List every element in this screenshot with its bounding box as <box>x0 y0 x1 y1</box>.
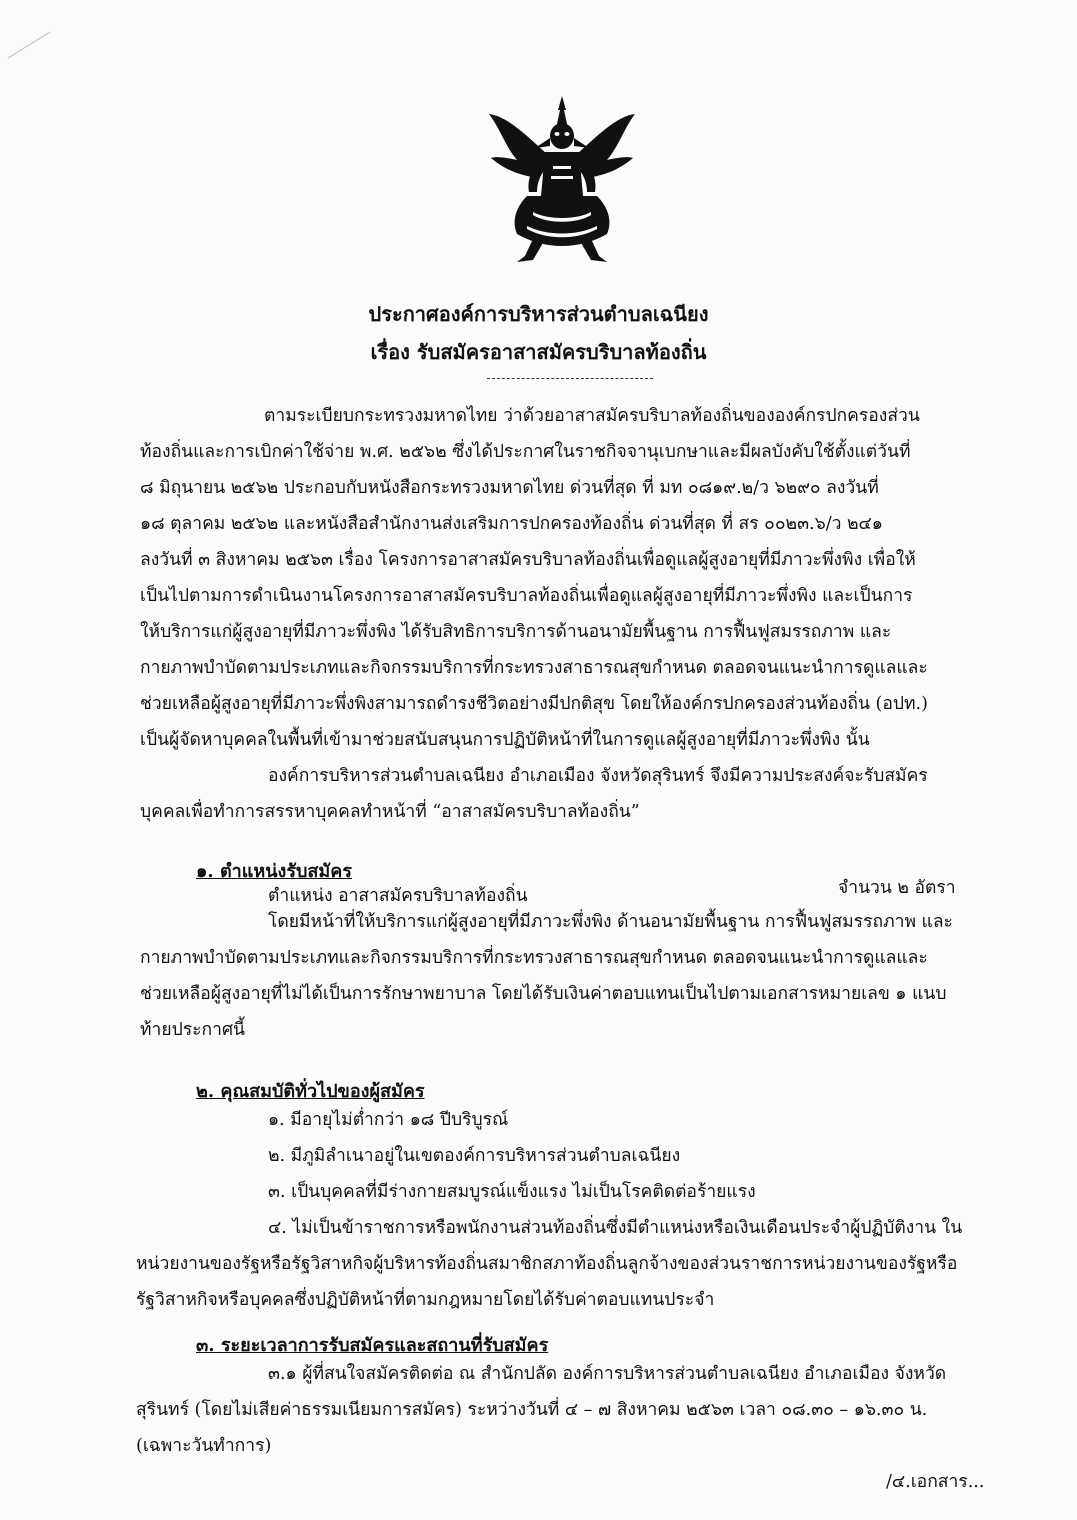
intro-line: เป็นผู้จัดหาบุคคลในพื้นที่เข้ามาช่วยสนับสนุนการปฏิบัติหน้าที่ในการดูแลผู้สูงอายุที่มีภาวะพึ่งพิง นั้น <box>140 730 870 750</box>
intro-line: ลงวันที่ ๓ สิงหาคม ๒๕๖๓ เรื่อง โครงการอาสาสมัครบริบาลท้องถิ่นเพื่อดูแลผู้สูงอายุที่มีภาวะพึ่งพิง เพื่อให้ <box>140 550 916 570</box>
section3-line: ๓.๑ ผู้ที่สนใจสมัครติดต่อ ณ สำนักปลัด องค์การบริหารส่วนตำบลเฉนียง อำเภอเมือง จังหวัด <box>268 1364 947 1384</box>
position-name: ตำแหน่ง อาสาสมัครบริบาลท้องถิ่น <box>268 886 528 906</box>
section1-line: ท้ายประกาศนี้ <box>140 1020 246 1040</box>
scan-mark <box>6 30 52 60</box>
title-divider <box>487 378 653 379</box>
qualification-item: ๔. ไม่เป็นข้าราชการหรือพนักงานส่วนท้องถิ่นซึ่งมีตำแหน่งหรือเงินเดือนประจำผู้ปฏิบัติงาน ใน <box>268 1218 963 1238</box>
intro-para2-line: บุคคลเพื่อทำการสรรหาบุคคลทำหน้าที่ “อาสาสมัครบริบาลท้องถิ่น” <box>140 802 640 822</box>
section3-line: (เฉพาะวันทำการ) <box>136 1436 272 1456</box>
section1-line: โดยมีหน้าที่ให้บริการแก่ผู้สูงอายุที่มีภาวะพึ่งพิง ด้านอนามัยพื้นฐาน การฟื้นฟูสมรรถภาพ และ <box>268 912 953 932</box>
intro-line: เป็นไปตามการดำเนินงานโครงการอาสาสมัครบริบาลท้องถิ่นเพื่อดูแลผู้สูงอายุที่มีภาวะพึ่งพิง และเป็นการ <box>140 586 913 606</box>
qualification-cont: หน่วยงานของรัฐหรือรัฐวิสาหกิจผู้บริหารท้องถิ่นสมาชิกสภาท้องถิ่นลูกจ้างของส่วนราชการหน่วยงานของรัฐหรือ <box>136 1254 958 1274</box>
section3-heading: ๓. ระยะเวลาการรับสมัครและสถานที่รับสมัคร <box>196 1335 549 1356</box>
section3-line: สุรินทร์ (โดยไม่เสียค่าธรรมเนียมการสมัคร) ระหว่างวันที่ ๔ – ๗ สิงหาคม ๒๕๖๓ เวลา ๐๘.๓๐ – ๑๖.๓๐ น. <box>136 1400 928 1420</box>
intro-line: ๑๘ ตุลาคม ๒๕๖๒ และหนังสือสำนักงานส่งเสริมการปกครองท้องถิ่น ด่วนที่สุด ที่ สร ๐๐๒๓.๖/ว ๒๔๑ <box>140 514 883 534</box>
intro-line: ท้องถิ่นและการเบิกค่าใช้จ่าย พ.ศ. ๒๕๖๒ ซึ่งได้ประกาศในราชกิจจานุเบกษาและมีผลบังคับใช้ตั้งแต่วันที่ <box>140 442 911 462</box>
intro-line: ตามระเบียบกระทรวงมหาดไทย ว่าด้วยอาสาสมัครบริบาลท้องถิ่นขององค์กรปกครองส่วน <box>264 406 920 426</box>
qualification-item: ๒. มีภูมิลำเนาอยู่ในเขตองค์การบริหารส่วนตำบลเฉนียง <box>268 1146 681 1166</box>
announcement-subject: เรื่อง รับสมัครอาสาสมัครบริบาลท้องถิ่น <box>370 340 707 364</box>
qualification-cont: รัฐวิสาหกิจหรือบุคคลซึ่งปฏิบัติหน้าที่ตามกฎหมายโดยได้รับค่าตอบแทนประจำ <box>136 1290 715 1310</box>
announcement-title: ประกาศองค์การบริหารส่วนตำบลเฉนียง <box>368 302 709 326</box>
qualification-item: ๓. เป็นบุคคลที่มีร่างกายสมบูรณ์แข็งแรง ไม่เป็นโรคติดต่อร้ายแรง <box>268 1182 756 1202</box>
intro-line: ๘ มิถุนายน ๒๕๖๒ ประกอบกับหนังสือกระทรวงมหาดไทย ด่วนที่สุด ที่ มท ๐๘๑๙.๒/ว ๖๒๙๐ ลงวันที่ <box>140 478 879 498</box>
qualification-item: ๑. มีอายุไม่ต่ำกว่า ๑๘ ปีบริบูรณ์ <box>268 1110 509 1130</box>
intro-line: กายภาพบำบัดตามประเภทและกิจกรรมบริการที่กระทรวงสาธารณสุขกำหนด ตลอดจนแนะนำการดูแลและ <box>140 658 928 678</box>
section1-heading: ๑. ตำแหน่งรับสมัคร <box>196 861 352 882</box>
position-count: จำนวน ๒ อัตรา <box>838 878 956 898</box>
intro-line: ให้บริการแก่ผู้สูงอายุที่มีภาวะพึ่งพิง ได้รับสิทธิการบริการด้านอนามัยพื้นฐาน การฟื้นฟูสมรรถภาพ และ <box>140 622 892 642</box>
garuda-emblem-icon <box>487 96 637 266</box>
intro-para2-line: องค์การบริหารส่วนตำบลเฉนียง อำเภอเมือง จังหวัดสุรินทร์ จึงมีความประสงค์จะรับสมัคร <box>268 766 928 786</box>
section1-line: กายภาพบำบัดตามประเภทและกิจกรรมบริการที่กระทรวงสาธารณสุขกำหนด ตลอดจนแนะนำการดูแลและ <box>140 948 928 968</box>
next-page-marker: /๔.เอกสาร... <box>886 1472 985 1492</box>
intro-line: ช่วยเหลือผู้สูงอายุที่มีภาวะพึ่งพิงสามารถดำรงชีวิตอย่างมีปกติสุข โดยให้องค์กรปกครองส่วนท้องถิ่น (อปท.) <box>140 694 928 714</box>
section1-line: ช่วยเหลือผู้สูงอายุที่ไม่ได้เป็นการรักษาพยาบาล โดยได้รับเงินค่าตอบแทนเป็นไปตามเอกสารหมายเลข ๑ แนบ <box>140 984 947 1004</box>
section2-heading: ๒. คุณสมบัติทั่วไปของผู้สมัคร <box>196 1081 425 1102</box>
